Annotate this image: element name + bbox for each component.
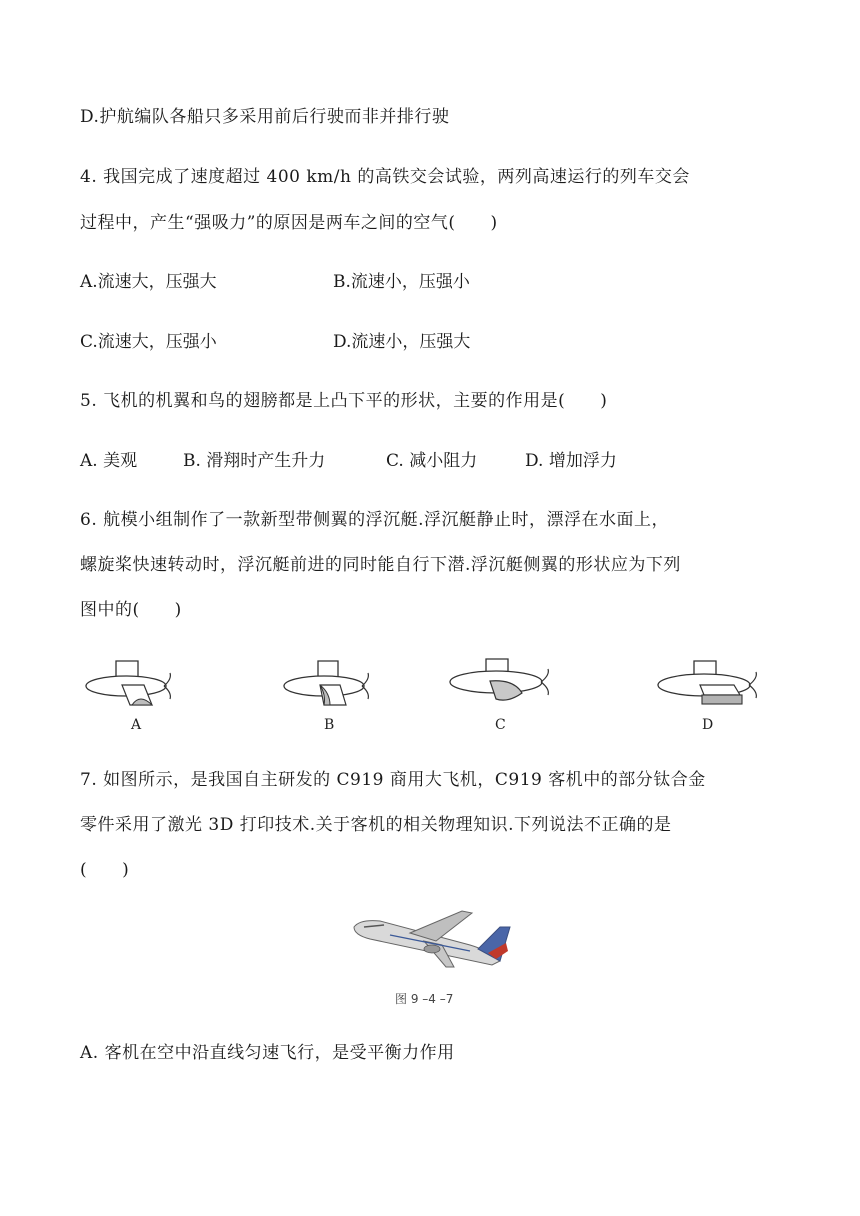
- submarine-figure-a: [80, 655, 180, 715]
- q5-option-b: B. 滑翔时产生升力: [183, 451, 326, 471]
- q4-option-b: B.流速小，压强小: [333, 272, 470, 292]
- figure-label-d: D: [702, 717, 714, 733]
- q7-option-a: A. 客机在空中沿直线匀速飞行，是受平衡力作用: [80, 1043, 455, 1063]
- submarine-figure-b: [278, 655, 378, 715]
- q6-stem-line3: 图中的( ): [80, 600, 182, 620]
- figure-label-b: B: [324, 717, 335, 733]
- q5-option-a: A. 美观: [80, 451, 138, 471]
- airplane-image: [350, 905, 520, 977]
- q5-option-c: C. 减小阻力: [386, 451, 478, 471]
- q6-stem-line1: 6. 航模小组制作了一款新型带侧翼的浮沉艇.浮沉艇静止时，漂浮在水面上，: [80, 510, 670, 530]
- q7-stem-line1: 7. 如图所示，是我国自主研发的 C919 商用大飞机，C919 客机中的部分钛合金: [80, 770, 706, 790]
- q4-stem-line1: 4. 我国完成了速度超过 400 km/h 的高铁交会试验，两列高速运行的列车交会: [80, 167, 690, 187]
- q5-option-d: D. 增加浮力: [525, 451, 617, 471]
- figure-label-c: C: [495, 717, 506, 733]
- q7-stem-line2: 零件采用了激光 3D 打印技术.关于客机的相关物理知识.下列说法不正确的是: [80, 815, 672, 835]
- q3-option-d: D.护航编队各船只多采用前后行驶而非并排行驶: [80, 107, 450, 127]
- q4-option-d: D.流速小，压强大: [333, 332, 471, 352]
- q7-stem-line3: ( ): [80, 860, 130, 880]
- figure-caption: 图 9 –4 –7: [395, 992, 454, 1006]
- submarine-figure-d: [656, 655, 766, 715]
- q4-option-c: C.流速大，压强小: [80, 332, 217, 352]
- q4-option-a: A.流速大，压强大: [80, 272, 217, 292]
- q6-stem-line2: 螺旋桨快速转动时，浮沉艇前进的同时能自行下潜.浮沉艇侧翼的形状应为下列: [80, 555, 681, 575]
- q5-stem: 5. 飞机的机翼和鸟的翅膀都是上凸下平的形状，主要的作用是( ): [80, 391, 608, 411]
- q4-stem-line2: 过程中，产生“强吸力”的原因是两车之间的空气( ): [80, 213, 498, 233]
- figure-label-a: A: [131, 717, 142, 733]
- submarine-figure-c: [448, 655, 558, 715]
